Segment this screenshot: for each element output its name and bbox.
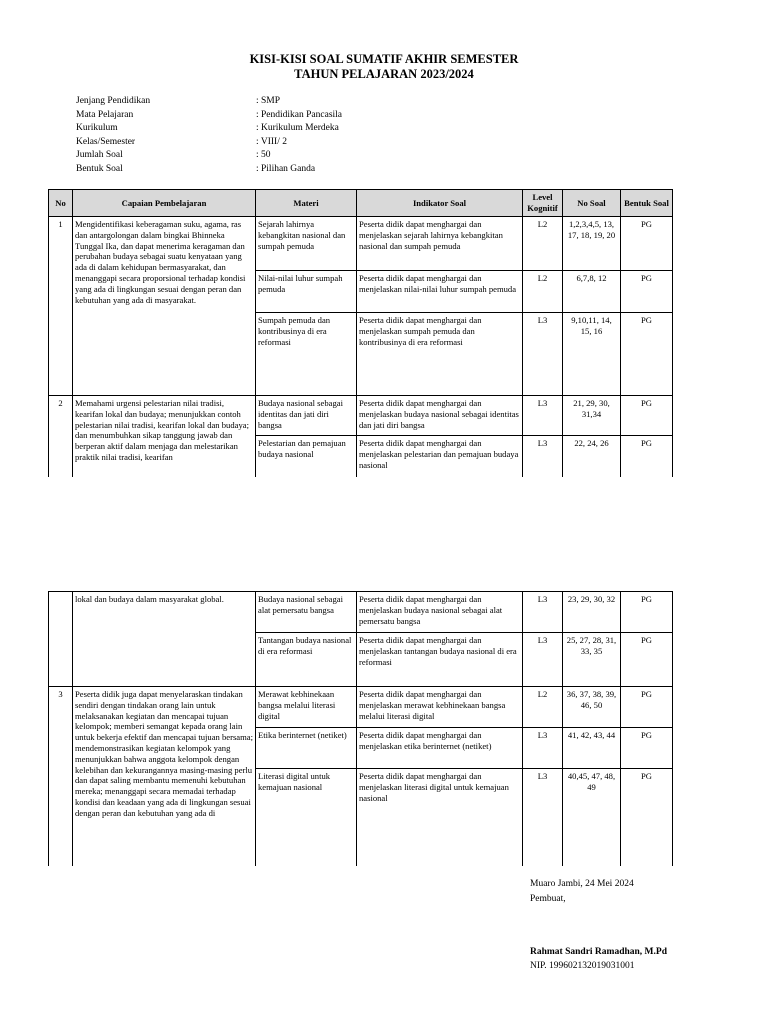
cell-capaian: Peserta didik juga dapat menyelaraskan tindakan sendiri dengan tindakan orang lain untuk melaksanakan kegiatan dan mencapai tujuan kelompok; memberi semangat kepada orang lain untuk bekerja efektif dan mencapai tujuan bersama; mendemonstrasikan kegiatan kelompok yang menunjukkan bahwa anggota kelompok dengan kelebihan dan kekurangannya masing-masing perlu dan dapat saling membantu memenuhi kebutuhan mereka; menanggapi secara memadai terhadap kondisi dan keadaan yang ada di lingkungan sesuai dengan peran dan kebutuhan yang ada di <box>73 687 256 867</box>
info-label: Jumlah Soal <box>76 150 123 160</box>
cell-no-soal: 22, 24, 26 <box>563 436 621 478</box>
cell-level: L2 <box>523 271 563 313</box>
cell-indikator: Peserta didik dapat menghargai dan menjelaskan literasi digital untuk kemajuan nasional <box>357 769 523 867</box>
info-label: Kurikulum <box>76 123 118 133</box>
cell-level: L3 <box>523 592 563 633</box>
cell-bentuk: PG <box>621 396 673 436</box>
cell-capaian: Mengidentifikasi keberagaman suku, agama, ras dan antargolongan dalam bingkai Bhinneka Tunggal Ika, dan dapat menerima keragaman dan perubahan budaya sebagai suatu kenyataan yang ada di dalam kehidupan bermasyarakat, dan menanggapi secara proporsional terhadap kondisi yang ada di lingkungan sesuai dengan peran dan kebutuhan yang ada di masyarakat. <box>73 217 256 396</box>
header-capaian: Capaian Pembelajaran <box>73 190 256 217</box>
cell-bentuk: PG <box>621 592 673 633</box>
cell-no-soal: 21, 29, 30, 31,34 <box>563 396 621 436</box>
info-label: Jenjang Pendidikan <box>76 96 151 106</box>
info-label: Mata Pelajaran <box>76 109 134 120</box>
cell-no-soal: 1,2,3,4,5, 13, 17, 18, 19, 20 <box>563 217 621 271</box>
signature-nip: NIP. 199602132019031001 <box>530 961 635 971</box>
cell-indikator: Peserta didik dapat menghargai dan menjelaskan sumpah pemuda dan kontribusinya di era reformasi <box>357 313 523 396</box>
cell-indikator: Peserta didik dapat menghargai dan menjelaskan etika berinternet (netiket) <box>357 728 523 769</box>
signature-role: Pembuat, <box>530 894 566 904</box>
cell-bentuk: PG <box>621 728 673 769</box>
cell-bentuk: PG <box>621 769 673 867</box>
document-title: KISI-KISI SOAL SUMATIF AKHIR SEMESTER <box>249 52 519 66</box>
cell-no: 2 <box>49 396 73 478</box>
cell-level: L2 <box>523 217 563 271</box>
table-row <box>49 592 673 633</box>
info-value: : Kurikulum Merdeka <box>256 123 339 133</box>
cell-level: L2 <box>523 687 563 728</box>
info-value: : VIII/ 2 <box>256 136 287 147</box>
cell-bentuk: PG <box>621 436 673 478</box>
header-bentuk: Bentuk Soal <box>621 190 673 217</box>
header-level: Level Kognitif <box>523 190 563 217</box>
info-value: : Pilihan Ganda <box>256 163 316 174</box>
cell-materi: Etika berinternet (netiket) <box>256 728 357 769</box>
table-row <box>49 687 673 728</box>
header-materi: Materi <box>256 190 357 217</box>
cell-no-soal: 23, 29, 30, 32 <box>563 592 621 633</box>
kisi-table-continued <box>48 591 673 866</box>
cell-level: L3 <box>523 633 563 687</box>
cell-bentuk: PG <box>621 687 673 728</box>
cell-level: L3 <box>523 769 563 867</box>
cell-bentuk: PG <box>621 633 673 687</box>
cell-no-soal: 41, 42, 43, 44 <box>563 728 621 769</box>
cell-indikator: Peserta didik dapat menghargai dan menjelaskan tantangan budaya nasional di era reformasi <box>357 633 523 687</box>
info-value: : SMP <box>256 96 281 106</box>
cell-bentuk: PG <box>621 217 673 271</box>
header-no: No <box>49 190 73 217</box>
cell-indikator: Peserta didik dapat menghargai dan menjelaskan nilai-nilai luhur sumpah pemuda <box>357 271 523 313</box>
cell-no <box>49 592 73 687</box>
cell-bentuk: PG <box>621 271 673 313</box>
cell-indikator: Peserta didik dapat menghargai dan menjelaskan budaya nasional sebagai alat pemersatu bangsa <box>357 592 523 633</box>
cell-no-soal: 40,45, 47, 48, 49 <box>563 769 621 867</box>
cell-no-soal: 25, 27, 28, 31, 33, 35 <box>563 633 621 687</box>
cell-materi: Literasi digital untuk kemajuan nasional <box>256 769 357 867</box>
cell-materi: Merawat kebhinekaan bangsa melalui literasi digital <box>256 687 357 728</box>
cell-level: L3 <box>523 728 563 769</box>
cell-no-soal: 9,10,11, 14, 15, 16 <box>563 313 621 396</box>
cell-capaian: lokal dan budaya dalam masyarakat global. <box>73 592 256 687</box>
info-label: Bentuk Soal <box>76 163 123 174</box>
cell-bentuk: PG <box>621 313 673 396</box>
cell-capaian: Memahami urgensi pelestarian nilai tradisi, kearifan lokal dan budaya; menunjukkan contoh pelestarian nilai tradisi, kearifan lokal dan budaya; dan menumbuhkan sikap tanggung jawab dan berperan aktif dalam menjaga dan melestarikan praktik nilai tradisi, kearifan <box>73 396 256 478</box>
cell-materi: Budaya nasional sebagai identitas dan jati diri bangsa <box>256 396 357 436</box>
info-label: Kelas/Semester <box>76 136 136 147</box>
signature-name: Rahmat Sandri Ramadhan, M.Pd <box>530 947 667 957</box>
cell-level: L3 <box>523 436 563 478</box>
cell-materi: Pelestarian dan pemajuan budaya nasional <box>256 436 357 478</box>
cell-no-soal: 6,7,8, 12 <box>563 271 621 313</box>
cell-indikator: Peserta didik dapat menghargai dan menjelaskan sejarah lahirnya kebangkitan nasional dan sumpah pemuda <box>357 217 523 271</box>
cell-indikator: Peserta didik dapat menghargai dan menjelaskan pelestarian dan pemajuan budaya nasional <box>357 436 523 478</box>
cell-indikator: Peserta didik dapat menghargai dan menjelaskan budaya nasional sebagai identitas dan jati diri bangsa <box>357 396 523 436</box>
signature-place-date: Muaro Jambi, 24 Mei 2024 <box>530 879 634 889</box>
cell-materi: Sejarah lahirnya kebangkitan nasional dan sumpah pemuda <box>256 217 357 271</box>
document-subtitle: TAHUN PELAJARAN 2023/2024 <box>294 67 474 81</box>
cell-indikator: Peserta didik dapat menghargai dan menjelaskan merawat kebhinekaan bangsa melalui literasi digital <box>357 687 523 728</box>
cell-level: L3 <box>523 313 563 396</box>
cell-no-soal: 36, 37, 38, 39, 46, 50 <box>563 687 621 728</box>
header-indikator: Indikator Soal <box>357 190 523 217</box>
cell-no: 3 <box>49 687 73 867</box>
info-value: : Pendidikan Pancasila <box>256 109 343 120</box>
cell-materi: Sumpah pemuda dan kontribusinya di era reformasi <box>256 313 357 396</box>
header-no-soal: No Soal <box>563 190 621 217</box>
cell-materi: Tantangan budaya nasional di era reformasi <box>256 633 357 687</box>
info-value: : 50 <box>256 150 271 160</box>
cell-materi: Budaya nasional sebagai alat pemersatu bangsa <box>256 592 357 633</box>
cell-level: L3 <box>523 396 563 436</box>
cell-materi: Nilai-nilai luhur sumpah pemuda <box>256 271 357 313</box>
cell-no: 1 <box>49 217 73 396</box>
